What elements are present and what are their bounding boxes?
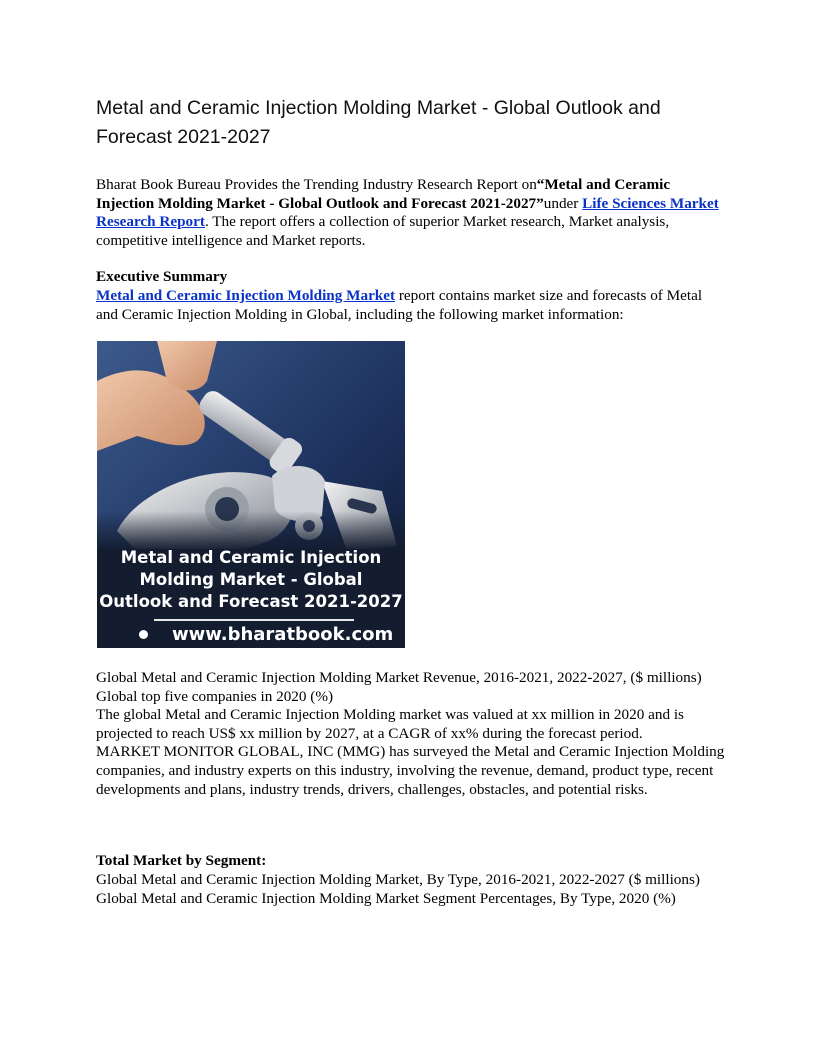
segment-list <box>96 871 726 908</box>
intro-text: Bharat Book Bureau Provides the Trending Industry Research Report on <box>96 176 537 193</box>
cover-caption-line: Molding Market - Global <box>139 570 363 589</box>
intro-paragraph <box>96 176 726 250</box>
market-info-item: The global Metal and Ceramic Injection Molding market was valued at xx million in 2020 and is projected to reach US$ xx million by 2027, at a CAGR of xx% during the forecast period. <box>96 706 684 742</box>
intro-text-under: under <box>543 194 583 212</box>
report-cover-image <box>97 341 405 648</box>
market-info-item: MARKET MONITOR GLOBAL, INC (MMG) has surveyed the Metal and Ceramic Injection Molding companies, and industry experts on this industry, involving the revenue, demand, product type, recent developments and plans, industry trends, drivers, challenges, obstacles, and potential risks. <box>96 743 725 798</box>
cover-caption-line: Outlook and Forecast 2021-2027 <box>99 592 403 611</box>
bullet-icon <box>139 630 148 639</box>
cover-url: www.bharatbook.com <box>172 624 394 645</box>
cover-caption-line: Metal and Ceramic Injection <box>120 548 382 567</box>
intro-text-rest: . The report offers a collection of superior Market research, Market analysis, competitive intelligence and Market reports. <box>96 213 670 249</box>
executive-summary-paragraph <box>96 287 726 324</box>
segment-heading: Total Market by Segment: <box>96 852 267 869</box>
cover-caption <box>97 547 405 613</box>
report-name: “Metal and Ceramic Injection Molding Market - Global Outlook and Forecast 2021-2027” <box>96 176 671 212</box>
segment-item: Global Metal and Ceramic Injection Molding Market, By Type, 2016-2021, 2022-2027 ($ millions) <box>96 871 700 888</box>
executive-summary-heading: Executive Summary <box>96 268 228 285</box>
cover-divider <box>154 619 354 621</box>
market-info-item: Global top five companies in 2020 (%) <box>96 687 334 705</box>
market-info-list <box>96 669 726 799</box>
page-title: Metal and Ceramic Injection Molding Market - Global Outlook and Forecast 2021-2027 <box>96 97 661 148</box>
executive-summary-text: report contains market size and forecasts of Metal and Ceramic Injection Molding in Global, including the following market information: <box>96 287 703 323</box>
life-sciences-report-link[interactable]: Life Sciences Market Research Report <box>96 194 719 231</box>
market-info-item: Global Metal and Ceramic Injection Molding Market Revenue, 2016-2021, 2022-2027, ($ millions) <box>96 669 702 686</box>
segment-item: Global Metal and Ceramic Injection Molding Market Segment Percentages, By Type, 2020 (%) <box>96 889 676 907</box>
market-report-link[interactable]: Metal and Ceramic Injection Molding Market <box>96 287 396 304</box>
